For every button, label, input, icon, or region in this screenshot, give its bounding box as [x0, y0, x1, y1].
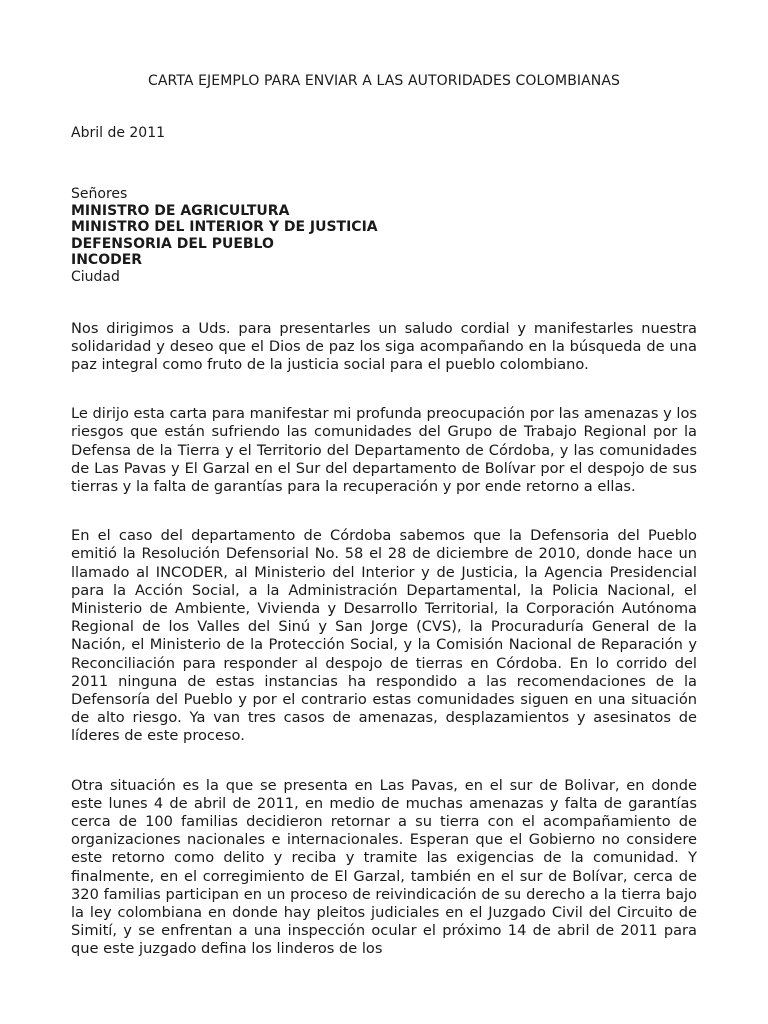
letter-page: [71, 72, 697, 959]
recipient-defensoria: DEFENSORIA DEL PUEBLO: [71, 235, 274, 252]
recipient-ministro-agricultura: MINISTRO DE AGRICULTURA: [71, 202, 290, 219]
letter-date: Abril de 2011: [71, 125, 166, 141]
paragraph-greeting: Nos dirigimos a Uds. para presentarles un saludo cordial y manifestarles nuestra solidaridad y deseo que el Dios de paz los siga acompañando en la búsqueda de una paz integral como fruto de la justicia social para el pueblo colombiano.: [71, 319, 697, 373]
letter-title: CARTA EJEMPLO PARA ENVIAR A LAS AUTORIDADES COLOMBIANAS: [147, 73, 621, 89]
page-bottom-margin: [0, 994, 768, 1024]
addressee-city: Ciudad: [71, 268, 120, 285]
salutation: Señores: [71, 186, 128, 202]
recipient-ministro-interior: MINISTRO DEL INTERIOR Y DE JUSTICIA: [71, 219, 378, 236]
addressee-block: [71, 186, 697, 286]
recipient-incoder: INCODER: [71, 252, 143, 269]
paragraph-cordoba: En el caso del departamento de Córdoba sabemos que la Defensoria del Pueblo emitió la Resolución Defensorial No. 58 el 28 de diciembre de 2010, donde hace un llamado al INCODER, al Ministerio del Interior y de Justicia, la Agencia Presidencial para la Acción Social, a la Administración Departamental, la Policia Nacional, el Ministerio de Ambiente, Vivienda y Desarrollo Territorial, la Corporación Autónoma Regional de los Valles del Sinú y San Jorge (CVS), la Procuraduría General de la Nación, el Ministerio de la Protección Social, y la Comisión Nacional de Reparación y Reconciliación para responder al despojo de tierras en Córdoba. En lo corrido del 2011 ninguna de estas instancias ha respondido a las recomendaciones de la Defensoría del Pueblo y por el contrario estas comunidades siguen en una situación de alto riesgo. Ya van tres casos de amenazas, desplazamientos y asesinatos de líderes de este proceso.: [71, 527, 697, 745]
paragraph-concern: Le dirijo esta carta para manifestar mi profunda preocupación por las amenazas y los riesgos que están sufriendo las comunidades del Grupo de Trabajo Regional por la Defensa de la Tierra y el Territorio del Departamento de Córdoba, y las comunidades de Las Pavas y El Garzal en el Sur del departamento de Bolívar por el despojo de sus tierras y la falta de garantías para la recuperación y por ende retorno a ellas.: [71, 405, 697, 495]
paragraph-las-pavas: Otra situación es la que se presenta en Las Pavas, en el sur de Bolivar, en donde este lunes 4 de abril de 2011, en medio de muchas amenazas y falta de garantías cerca de 100 familias decidieron retornar a su tierra con el acompañamiento de organizaciones nacionales e internacionales. Esperan que el Gobierno no considere este retorno como delito y reciba y tramite las exigencias de la comunidad. Y finalmente, en el corregimiento de El Garzal, también en el sur de Bolívar, cerca de 320 familias participan en un proceso de reivindicación de su derecho a la tierra bajo la ley colombiana en donde hay pleitos judiciales en el Juzgado Civil del Circuito de Simití, y se enfrentan a una inspección ocular el próximo 14 de abril de 2011 para que este juzgado defina los linderos de los: [71, 776, 697, 958]
